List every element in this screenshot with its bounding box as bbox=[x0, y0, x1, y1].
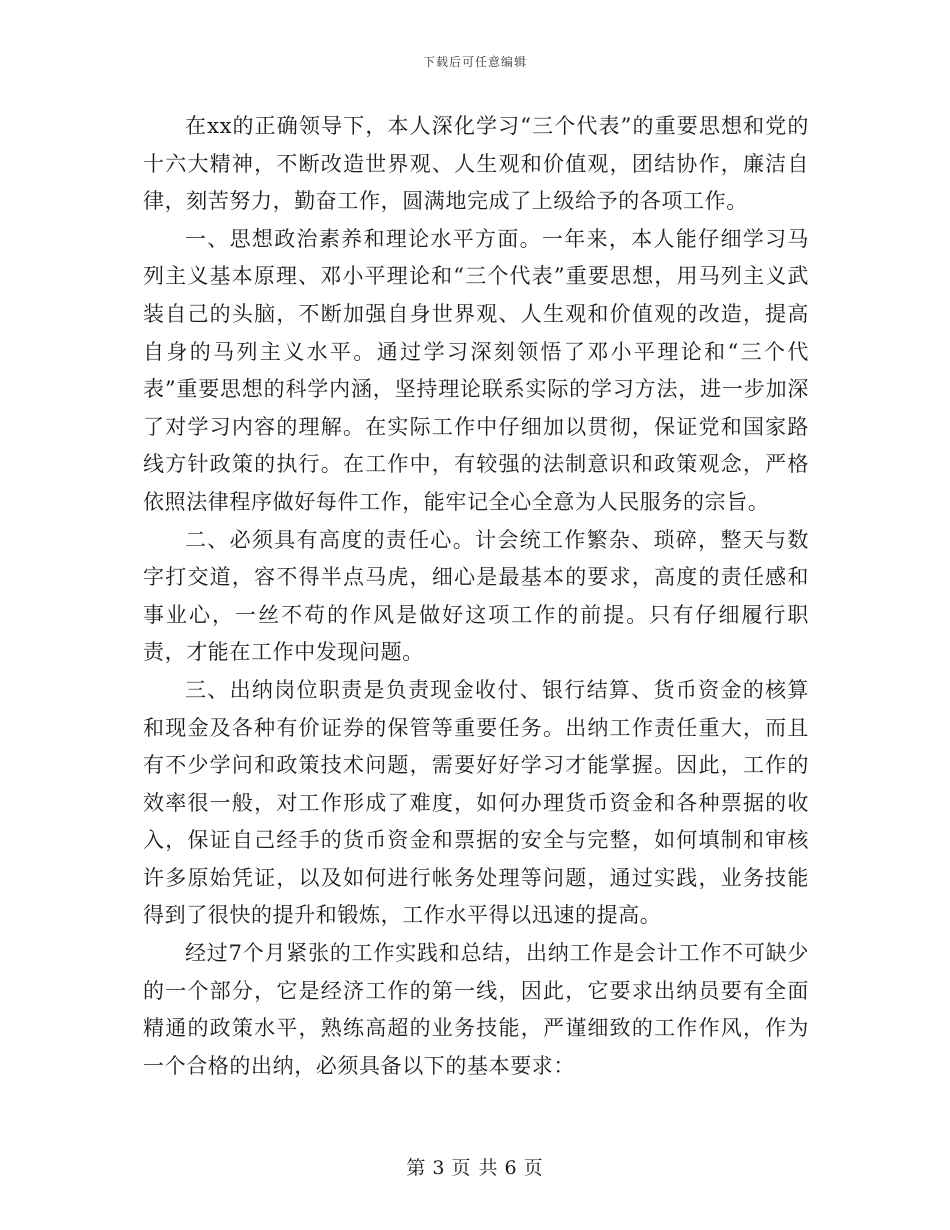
footer-prefix: 第 bbox=[406, 1157, 427, 1179]
total-pages-number: 6 bbox=[504, 1157, 518, 1179]
footer-middle: 页 共 bbox=[451, 1157, 499, 1179]
document-body bbox=[143, 108, 809, 1085]
paragraph-section-2: 二、必须具有高度的责任心。计会统工作繁杂、琐碎，整天与数字打交道，容不得半点马虎，细心是最基本的要求，高度的责任感和事业心，一丝不苟的作风是做好这项工作的前提。只有仔细履行职责，才能在工作中发现问题。 bbox=[143, 527, 809, 665]
page-header-note: 下载后可任意编辑 bbox=[422, 55, 527, 69]
paragraph-intro: 在xx的正确领导下，本人深化学习“三个代表”的重要思想和党的十六大精神，不断改造世界观、人生观和价值观，团结协作，廉洁自律，刻苦努力，勤奋工作，圆满地完成了上级给予的各项工作。 bbox=[143, 114, 809, 214]
page-number-footer bbox=[0, 1153, 950, 1180]
paragraph-summary: 经过7个月紧张的工作实践和总结，出纳工作是会计工作不可缺少的一个部分，它是经济工作的第一线，因此，它要求出纳员要有全面精通的政策水平，熟练高超的业务技能，严谨细致的工作作风，作为一个合格的出纳，必须具备以下的基本要求： bbox=[143, 941, 809, 1078]
paragraph-section-3: 三、出纳岗位职责是负责现金收付、银行结算、货币资金的核算和现金及各种有价证券的保管等重要任务。出纳工作责任重大，而且有不少学问和政策技术问题，需要好好学习才能掌握。因此，工作的效率很一般，对工作形成了难度，如何办理货币资金和各种票据的收入，保证自己经手的货币资金和票据的安全与完整，如何填制和审核许多原始凭证，以及如何进行帐务处理等问题，通过实践，业务技能得到了很快的提升和锻炼，工作水平得以迅速的提高。 bbox=[143, 677, 809, 928]
footer-suffix: 页 bbox=[523, 1157, 544, 1179]
current-page-number: 3 bbox=[432, 1157, 446, 1179]
paragraph-section-1: 一、思想政治素养和理论水平方面。一年来，本人能仔细学习马列主义基本原理、邓小平理论和“三个代表”重要思想，用马列主义武装自己的头脑，不断加强自身世界观、人生观和价值观的改造，提高自身的马列主义水平。通过学习深刻领悟了邓小平理论和“三个代表”重要思想的科学内涵，坚持理论联系实际的学习方法，进一步加深了对学习内容的理解。在实际工作中仔细加以贯彻，保证党和国家路线方针政策的执行。在工作中，有较强的法制意识和政策观念，严格依照法律程序做好每件工作，能牢记全心全意为人民服务的宗旨。 bbox=[143, 226, 809, 514]
